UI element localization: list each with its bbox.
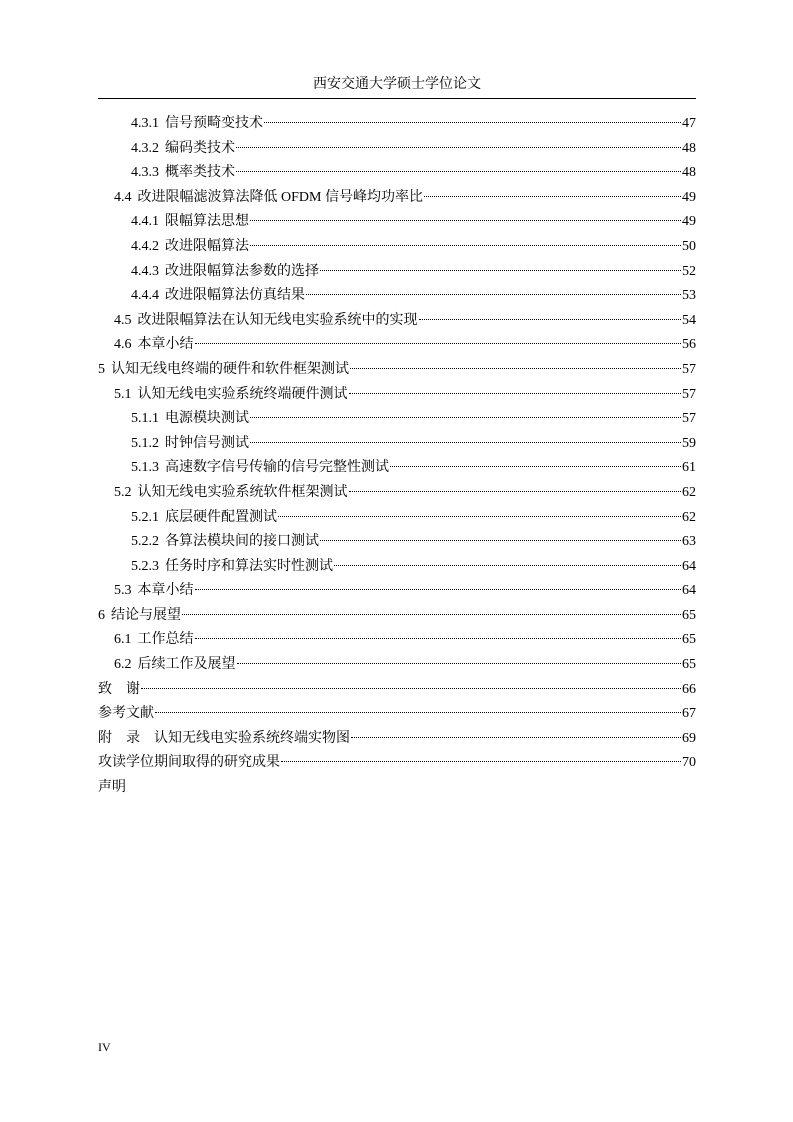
toc-entry-title: 底层硬件配置测试 [165,509,277,525]
toc-entry-title: 改进限幅算法 [165,238,249,254]
toc-leader-dots [182,614,681,615]
toc-entry-page: 57 [682,386,696,402]
toc-leader-dots [141,688,681,689]
toc-leader-dots [195,589,682,590]
toc-entry-page: 64 [682,558,696,574]
toc-entry[interactable] [98,161,696,186]
toc-entry[interactable] [98,309,696,334]
toc-entry-number: 4.4.3 [131,263,159,279]
toc-entry-number: 5.1.2 [131,435,159,451]
toc-entry-title: 各算法模块间的接口测试 [165,534,319,550]
toc-entry-page: 62 [682,484,696,500]
toc-entry[interactable] [98,678,696,703]
toc-entry-title: 改进限幅算法在认知无线电实验系统中的实现 [137,312,418,328]
toc-leader-dots [320,540,681,541]
toc-leader-dots [278,516,681,517]
toc-leader-dots [250,245,681,246]
toc-entry-title: 本章小结 [137,337,194,353]
toc-entry-title: 时钟信号测试 [165,435,249,451]
toc-leader-dots [155,712,681,713]
toc-entry[interactable] [98,407,696,432]
toc-leader-dots [351,737,681,738]
toc-entry-page: 66 [682,681,696,697]
toc-entry-page: 48 [682,140,696,156]
toc-entry-page: 65 [682,607,696,623]
toc-entry[interactable] [98,186,696,211]
toc-leader-dots [334,565,681,566]
toc-entry-title: 限幅算法思想 [165,214,249,230]
toc-leader-dots [236,147,681,148]
toc-entry[interactable] [98,702,696,727]
toc-entry-page: 59 [682,435,696,451]
toc-entry[interactable] [98,112,696,137]
toc-entry-title: 参考文献 [98,706,154,722]
toc-entry-title: 电源模块测试 [165,411,249,427]
toc-entry-page: 62 [682,509,696,525]
toc-entry-page: 50 [682,238,696,254]
toc-entry-number: 6.2 [114,657,132,673]
toc-entry-page: 47 [682,116,696,131]
toc-leader-dots [195,343,682,344]
toc-entry-page: 49 [682,189,696,205]
toc-entry[interactable] [98,235,696,260]
toc-entry-title: 改进限幅算法仿真结果 [165,288,305,304]
toc-entry-page: 65 [682,632,696,648]
toc-entry[interactable] [98,653,696,678]
toc-entry-page: 63 [682,534,696,550]
table-of-contents [98,112,696,801]
toc-entry-number: 5.1.1 [131,411,159,427]
toc-entry-title: 改进限幅滤波算法降低 OFDM 信号峰均功率比 [137,189,423,205]
toc-entry-page: 48 [682,165,696,181]
toc-entry-number: 5.1.3 [131,460,159,476]
toc-entry-number: 5.2.2 [131,534,159,550]
toc-entry-title: 高速数字信号传输的信号完整性测试 [165,460,389,476]
toc-entry-title: 工作总结 [137,632,194,648]
toc-entry-title: 认知无线电终端的硬件和软件框架测试 [111,361,349,377]
toc-entry[interactable] [98,383,696,408]
toc-leader-dots [349,393,682,394]
toc-entry-title: 附 录 认知无线电实验系统终端实物图 [98,730,350,746]
toc-entry[interactable] [98,530,696,555]
toc-leader-dots [250,220,681,221]
toc-entry-page: 64 [682,583,696,599]
toc-entry[interactable] [98,506,696,531]
toc-entry-page: 57 [682,411,696,427]
toc-entry-number: 4.4.4 [131,288,159,304]
toc-entry[interactable] [98,555,696,580]
toc-entry-title: 致 谢 [98,681,140,697]
toc-entry-title: 后续工作及展望 [137,657,236,673]
toc-entry-title: 信号预畸变技术 [165,116,263,131]
toc-leader-dots [320,270,681,271]
toc-entry-title: 认知无线电实验系统软件框架测试 [137,484,348,500]
toc-entry[interactable] [98,358,696,383]
toc-entry-number: 5 [98,361,105,377]
toc-entry[interactable] [98,628,696,653]
toc-entry-number: 5.2.3 [131,558,159,574]
toc-leader-dots [419,319,682,320]
toc-entry-page: 57 [682,361,696,377]
toc-entry-page: 67 [682,706,696,722]
toc-entry-page: 61 [682,460,696,476]
toc-entry-page: 69 [682,730,696,746]
toc-entry-number: 5.2.1 [131,509,159,525]
toc-entry[interactable] [98,260,696,285]
toc-entry[interactable] [98,284,696,309]
header-rule [98,98,696,99]
toc-entry-page: 53 [682,288,696,304]
toc-entry[interactable] [98,727,696,752]
toc-leader-dots [424,196,681,197]
toc-entry-number: 5.3 [114,583,132,599]
toc-entry-page: 52 [682,263,696,279]
footer-page-number: IV [98,1040,111,1054]
toc-entry-number: 6 [98,607,105,623]
toc-entry[interactable] [98,604,696,629]
toc-entry-page: 54 [682,312,696,328]
toc-entry-title: 概率类技术 [165,165,235,181]
toc-entry-number: 4.3.1 [131,116,159,131]
toc-entry[interactable] [98,456,696,481]
toc-entry[interactable] [98,210,696,235]
toc-entry-page: 65 [682,657,696,673]
toc-leader-dots [195,638,682,639]
toc-entry-number: 4.5 [114,312,132,328]
toc-leader-dots [250,442,681,443]
toc-entry-number: 5.2 [114,484,132,500]
toc-leader-dots [236,171,681,172]
toc-entry-number: 4.4.2 [131,238,159,254]
toc-entry[interactable] [98,579,696,604]
toc-entry-title: 结论与展望 [111,607,181,623]
toc-entry-number: 4.6 [114,337,132,353]
toc-entry-title: 声明 [98,780,126,796]
toc-leader-dots [350,368,681,369]
toc-entry-page: 49 [682,214,696,230]
toc-entry-title: 任务时序和算法实时性测试 [165,558,333,574]
toc-entry-number: 4.4.1 [131,214,159,230]
toc-leader-dots [237,663,682,664]
toc-entry-number: 4.3.3 [131,165,159,181]
toc-leader-dots [264,122,681,123]
toc-entry-title: 攻读学位期间取得的研究成果 [98,755,280,771]
running-header: 西安交通大学硕士学位论文 [313,77,481,92]
toc-entry-number: 4.3.2 [131,140,159,156]
toc-entry[interactable] [98,481,696,506]
toc-entry-page: 70 [682,755,696,771]
toc-entry[interactable] [98,751,696,776]
toc-leader-dots [306,294,681,295]
toc-entry-page: 56 [682,337,696,353]
toc-leader-dots [250,417,681,418]
toc-entry-number: 4.4 [114,189,132,205]
toc-entry-number: 5.1 [114,386,132,402]
toc-entry[interactable] [98,776,696,801]
toc-entry[interactable] [98,333,696,358]
toc-entry-title: 编码类技术 [165,140,235,156]
toc-entry-title: 改进限幅算法参数的选择 [165,263,319,279]
toc-entry-title: 本章小结 [137,583,194,599]
toc-leader-dots [390,466,681,467]
toc-entry[interactable] [98,432,696,457]
toc-leader-dots [281,761,681,762]
toc-entry[interactable] [98,137,696,162]
toc-entry-title: 认知无线电实验系统终端硬件测试 [137,386,348,402]
toc-entry-number: 6.1 [114,632,132,648]
toc-leader-dots [349,491,682,492]
